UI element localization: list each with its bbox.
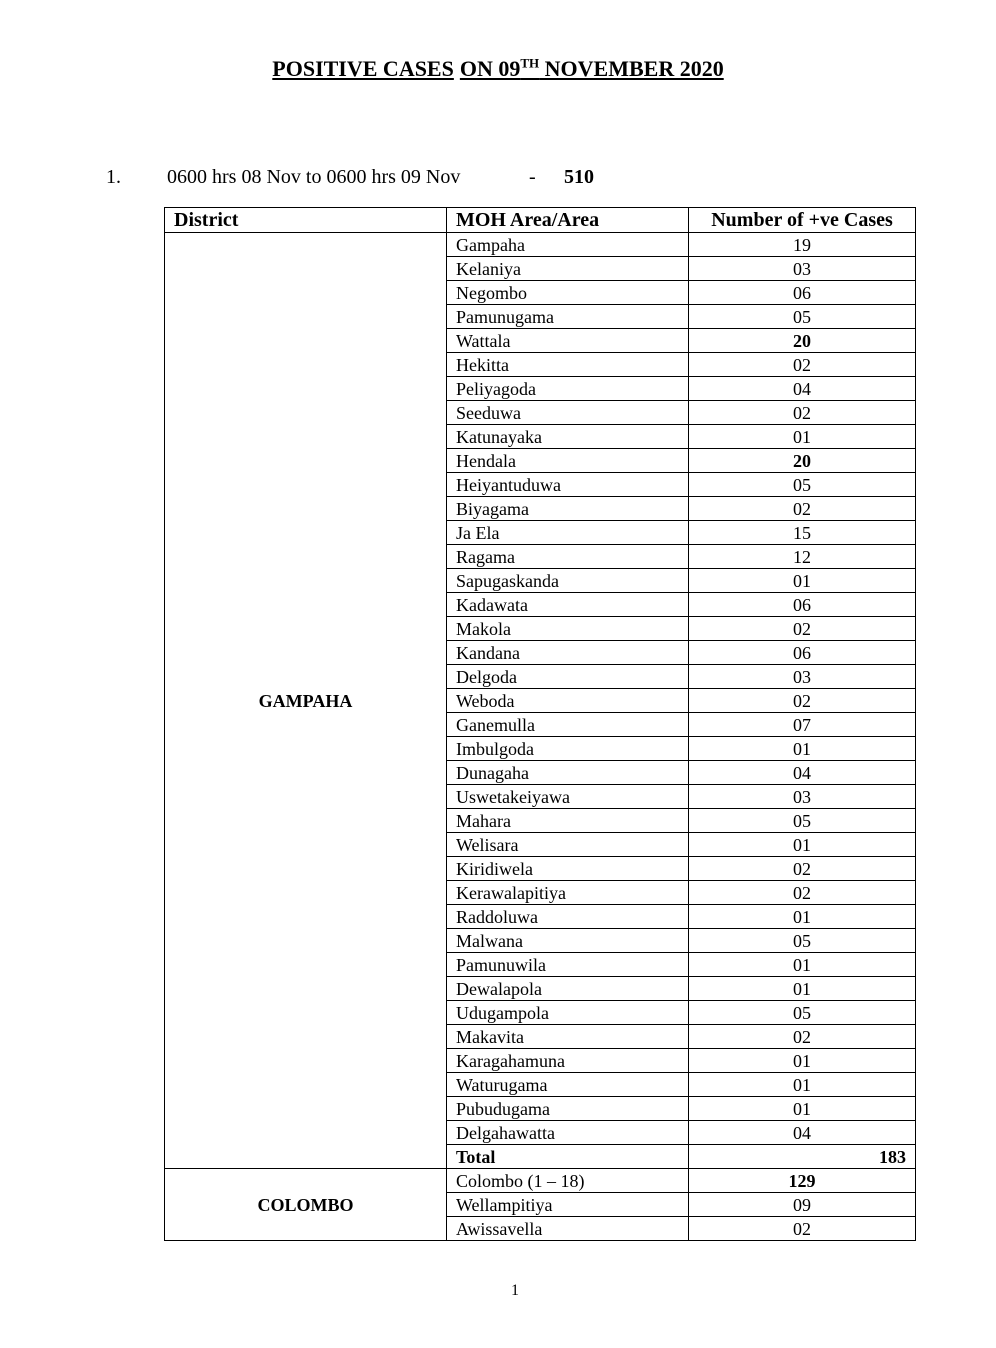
case-count-cell: 02 — [689, 353, 916, 377]
case-count-cell: 09 — [689, 1193, 916, 1217]
table-header-row — [165, 208, 916, 233]
area-cell: Delgoda — [447, 665, 689, 689]
area-cell: Imbulgoda — [447, 737, 689, 761]
area-cell: Awissavella — [447, 1217, 689, 1241]
area-cell: Weboda — [447, 689, 689, 713]
table-row — [165, 233, 916, 257]
case-count-cell: 02 — [689, 401, 916, 425]
case-count-cell: 01 — [689, 1097, 916, 1121]
area-cell: Hekitta — [447, 353, 689, 377]
district-cell: GAMPAHA — [165, 233, 447, 1169]
area-cell: Kadawata — [447, 593, 689, 617]
case-count-cell: 03 — [689, 785, 916, 809]
summary-period: 0600 hrs 08 Nov to 0600 hrs 09 Nov — [167, 166, 461, 188]
table-body — [165, 233, 916, 1241]
area-cell: Makavita — [447, 1025, 689, 1049]
case-count-cell: 15 — [689, 521, 916, 545]
page-number: 1 — [511, 1282, 519, 1299]
summary-total: 510 — [564, 166, 594, 188]
case-count-cell: 05 — [689, 809, 916, 833]
case-count-cell: 02 — [689, 689, 916, 713]
case-count-cell: 05 — [689, 929, 916, 953]
area-cell: Kelaniya — [447, 257, 689, 281]
case-count-cell: 20 — [689, 449, 916, 473]
case-count-cell: 07 — [689, 713, 916, 737]
area-cell: Dewalapola — [447, 977, 689, 1001]
area-cell: Wattala — [447, 329, 689, 353]
area-cell: Gampaha — [447, 233, 689, 257]
title-date-prefix: ON 09 — [459, 56, 521, 81]
table-row — [165, 1169, 916, 1193]
area-cell: Ganemulla — [447, 713, 689, 737]
area-cell: Dunagaha — [447, 761, 689, 785]
case-count-cell: 06 — [689, 281, 916, 305]
area-cell: Makola — [447, 617, 689, 641]
area-cell: Mahara — [447, 809, 689, 833]
case-count-cell: 129 — [689, 1169, 916, 1193]
area-cell: Sapugaskanda — [447, 569, 689, 593]
area-cell: Delgahawatta — [447, 1121, 689, 1145]
case-count-cell: 01 — [689, 977, 916, 1001]
total-value: 183 — [689, 1145, 916, 1169]
area-cell: Colombo (1 – 18) — [447, 1169, 689, 1193]
header-moh-area: MOH Area/Area — [447, 208, 689, 233]
case-count-cell: 06 — [689, 641, 916, 665]
case-count-cell: 20 — [689, 329, 916, 353]
summary-dash: - — [529, 166, 536, 188]
case-count-cell: 02 — [689, 1025, 916, 1049]
area-cell: Karagahamuna — [447, 1049, 689, 1073]
area-cell: Biyagama — [447, 497, 689, 521]
header-case-count: Number of +ve Cases — [689, 208, 916, 233]
case-count-cell: 01 — [689, 425, 916, 449]
case-count-cell: 19 — [689, 233, 916, 257]
case-count-cell: 02 — [689, 617, 916, 641]
title-part-date — [460, 56, 724, 81]
case-count-cell: 04 — [689, 1121, 916, 1145]
district-cell: COLOMBO — [165, 1169, 447, 1241]
case-count-cell: 01 — [689, 953, 916, 977]
header-district: District — [165, 208, 447, 233]
cases-table — [164, 207, 916, 1241]
case-count-cell: 01 — [689, 833, 916, 857]
area-cell: Hendala — [447, 449, 689, 473]
case-count-cell: 03 — [689, 665, 916, 689]
area-cell: Katunayaka — [447, 425, 689, 449]
case-count-cell: 01 — [689, 1049, 916, 1073]
area-cell: Wellampitiya — [447, 1193, 689, 1217]
case-count-cell: 01 — [689, 737, 916, 761]
area-cell: Pubudugama — [447, 1097, 689, 1121]
area-cell: Malwana — [447, 929, 689, 953]
case-count-cell: 05 — [689, 473, 916, 497]
case-count-cell: 02 — [689, 857, 916, 881]
case-count-cell: 04 — [689, 377, 916, 401]
area-cell: Raddoluwa — [447, 905, 689, 929]
area-cell: Uswetakeiyawa — [447, 785, 689, 809]
title-part-positive-cases: POSITIVE CASES — [272, 56, 454, 81]
area-cell: Ja Ela — [447, 521, 689, 545]
area-cell: Udugampola — [447, 1001, 689, 1025]
area-cell: Negombo — [447, 281, 689, 305]
area-cell: Pamunuwila — [447, 953, 689, 977]
case-count-cell: 02 — [689, 1217, 916, 1241]
area-cell: Kandana — [447, 641, 689, 665]
area-cell: Waturugama — [447, 1073, 689, 1097]
summary-line — [106, 166, 626, 190]
area-cell: Seeduwa — [447, 401, 689, 425]
case-count-cell: 03 — [689, 257, 916, 281]
case-count-cell: 05 — [689, 305, 916, 329]
case-count-cell: 02 — [689, 881, 916, 905]
case-count-cell: 01 — [689, 569, 916, 593]
case-count-cell: 06 — [689, 593, 916, 617]
area-cell: Pamunugama — [447, 305, 689, 329]
summary-item-number: 1. — [106, 166, 121, 188]
page-title — [0, 56, 996, 82]
title-date-suffix: NOVEMBER 2020 — [539, 56, 724, 81]
area-cell: Welisara — [447, 833, 689, 857]
area-cell: Ragama — [447, 545, 689, 569]
case-count-cell: 05 — [689, 1001, 916, 1025]
area-cell: Kerawalapitiya — [447, 881, 689, 905]
case-count-cell: 02 — [689, 497, 916, 521]
area-cell: Peliyagoda — [447, 377, 689, 401]
title-date-superscript: TH — [520, 55, 540, 71]
case-count-cell: 01 — [689, 1073, 916, 1097]
case-count-cell: 04 — [689, 761, 916, 785]
case-count-cell: 01 — [689, 905, 916, 929]
total-label: Total — [447, 1145, 689, 1169]
case-count-cell: 12 — [689, 545, 916, 569]
area-cell: Heiyantuduwa — [447, 473, 689, 497]
area-cell: Kiridiwela — [447, 857, 689, 881]
